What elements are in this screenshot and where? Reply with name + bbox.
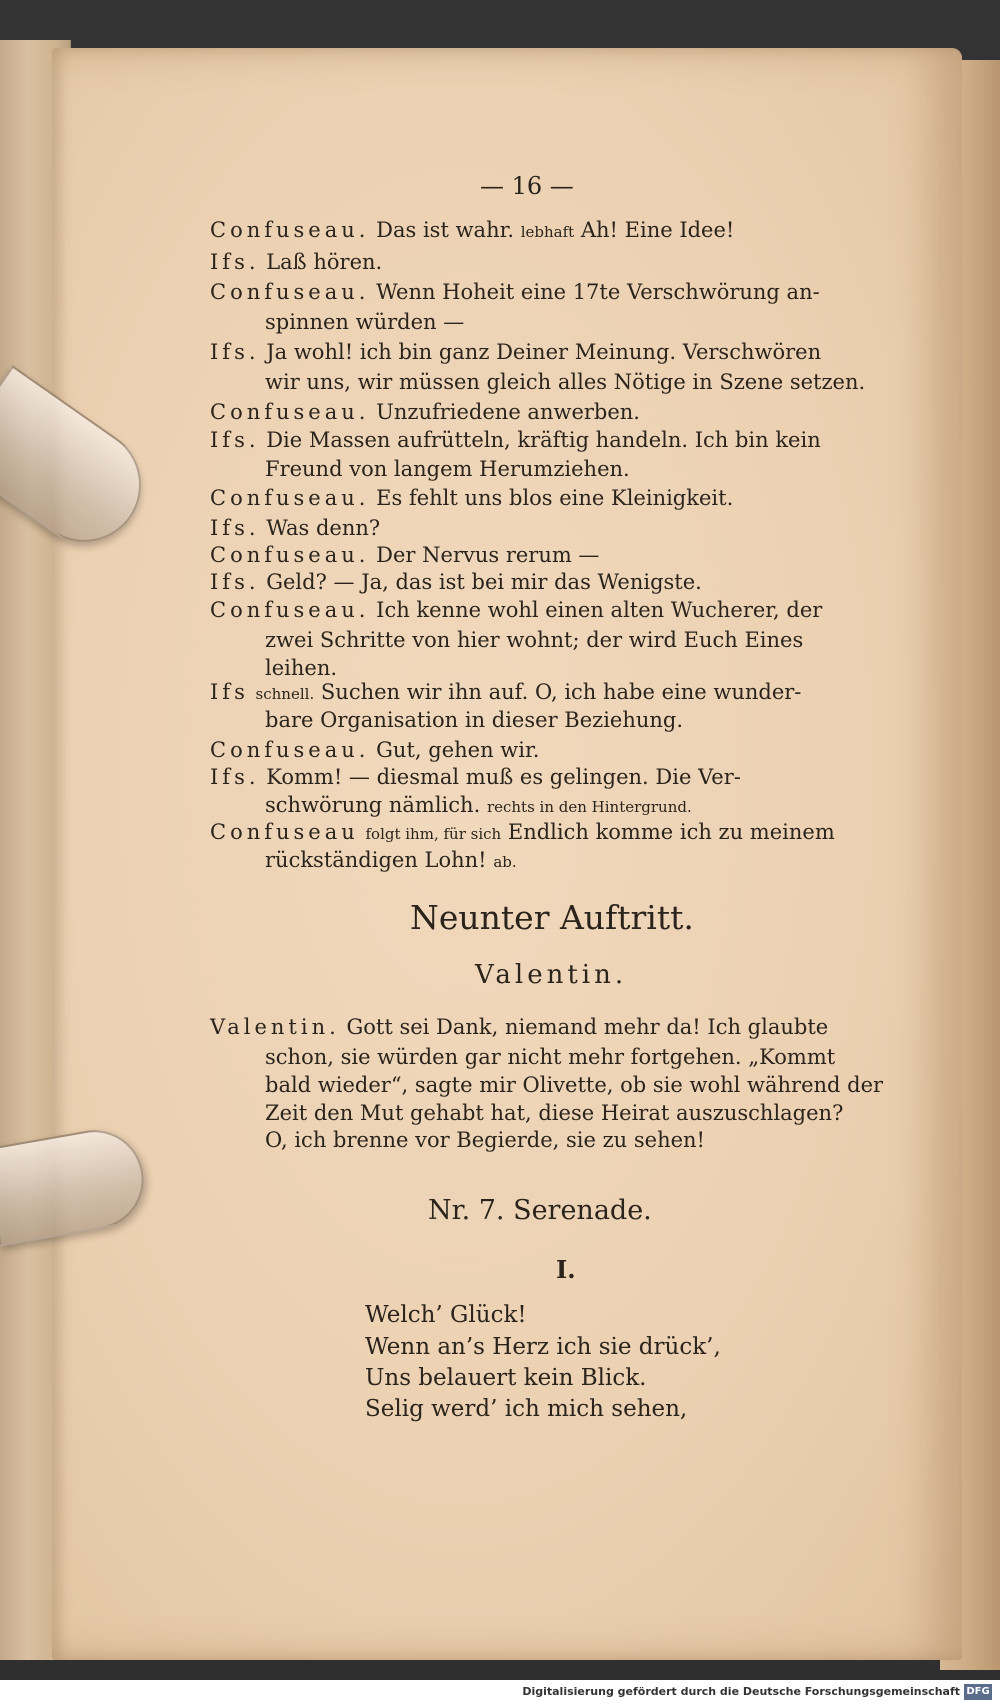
speaker-name: Ifs.: [210, 570, 260, 594]
dialogue-line: [265, 848, 517, 872]
dialogue-line: [210, 486, 733, 510]
stage-direction: schnell.: [255, 685, 315, 703]
dialogue-line: [265, 793, 692, 817]
dialogue-continuation: rückständigen Lohn!: [265, 848, 487, 872]
dialogue-text: Gut, gehen wir.: [376, 738, 540, 762]
dialogue-text: Wenn Hoheit eine 17te Verschwörung an-: [376, 280, 820, 304]
dialogue-text: Komm! — diesmal muß es gelingen. Die Ver-: [266, 765, 741, 789]
scene-character: Valentin.: [475, 960, 628, 990]
speaker-name: Ifs.: [210, 340, 260, 364]
speaker-name: Confuseau.: [210, 280, 370, 304]
stage-direction: lebhaft: [520, 223, 575, 241]
speaker-name: Confuseau: [210, 820, 359, 844]
speaker-name: Confuseau.: [210, 598, 370, 622]
dialogue-continuation: bare Organisation in dieser Beziehung.: [265, 708, 684, 732]
dialogue-line: [210, 765, 741, 789]
song-section: I.: [556, 1255, 576, 1284]
monologue-line: schon, sie würden gar nicht mehr fortgehen. „Kommt: [265, 1045, 836, 1069]
song-title: Nr. 7. Serenade.: [428, 1195, 652, 1226]
monologue-line: Zeit den Mut gehabt hat, diese Heirat auszuschlagen?: [265, 1101, 844, 1125]
dialogue-line: [210, 340, 821, 364]
scene-title: Neunter Auftritt.: [410, 898, 694, 937]
dialogue-continuation: spinnen würden —: [265, 310, 465, 334]
dialogue-line: [210, 400, 640, 424]
dialogue-continuation: schwörung nämlich.: [265, 793, 481, 817]
monologue-line: O, ich brenne vor Begierde, sie zu sehen!: [265, 1128, 705, 1152]
dialogue-text: Was denn?: [266, 516, 381, 540]
dialogue-line: [210, 570, 702, 594]
dialogue-line: [210, 280, 820, 304]
dialogue-text: Die Massen aufrütteln, kräftig handeln. Ich bin kein: [266, 428, 821, 452]
page-number: — 16 —: [480, 172, 574, 200]
speaker-name: Valentin.: [210, 1015, 340, 1039]
dialogue-text: Laß hören.: [266, 250, 383, 274]
dialogue-line: [210, 738, 539, 762]
dialogue-continuation: wir uns, wir müssen gleich alles Nötige in Szene setzen.: [265, 370, 866, 394]
dialogue-line: [210, 428, 821, 452]
verse-line: Wenn an’s Herz ich sie drück’,: [365, 1334, 721, 1360]
dialogue-line: [210, 543, 599, 567]
dialogue-line: [210, 820, 835, 844]
monologue-line: bald wieder“, sagte mir Olivette, ob sie wohl während der: [265, 1073, 884, 1097]
dialogue-continuation: zwei Schritte von hier wohnt; der wird Euch Eines: [265, 628, 804, 652]
dialogue-text: Das ist wahr.: [376, 218, 514, 242]
dialogue-text: Geld? — Ja, das ist bei mir das Wenigste.: [266, 570, 702, 594]
dialogue-continuation: leihen.: [265, 656, 338, 680]
stage-direction: folgt ihm, für sich: [365, 825, 502, 843]
stage-direction: rechts in den Hintergrund.: [486, 798, 692, 816]
stage-direction: ab.: [493, 853, 517, 871]
dialogue-line: [210, 680, 801, 704]
verse-line: Welch’ Glück!: [365, 1302, 527, 1328]
dialogue-line: [210, 516, 380, 540]
speaker-name: Confuseau.: [210, 738, 370, 762]
dialogue-text: Unzufriedene anwerben.: [376, 400, 640, 424]
dialogue-line: [210, 250, 382, 274]
dialogue-text: Suchen wir ihn auf. O, ich habe eine wunder-: [320, 680, 802, 704]
speaker-name: Ifs.: [210, 250, 260, 274]
monologue-line: [210, 1015, 828, 1039]
speaker-name: Ifs: [210, 680, 249, 704]
monologue-text: Gott sei Dank, niemand mehr da! Ich glaubte: [346, 1015, 829, 1039]
footer-credit: Digitalisierung gefördert durch die Deutsche Forschungsgemeinschaft: [522, 1685, 960, 1698]
verse-line: Uns belauert kein Blick.: [365, 1365, 647, 1391]
speaker-name: Confuseau.: [210, 218, 370, 242]
dialogue-line: [210, 598, 822, 622]
dialogue-continuation: Freund von langem Herumziehen.: [265, 457, 630, 481]
speaker-name: Confuseau.: [210, 486, 370, 510]
dialogue-text: Es fehlt uns blos eine Kleinigkeit.: [376, 486, 734, 510]
dialogue-line: [210, 218, 734, 242]
speaker-name: Confuseau.: [210, 400, 370, 424]
speaker-name: Ifs.: [210, 428, 260, 452]
dialogue-text: Ah! Eine Idee!: [580, 218, 735, 242]
speaker-name: Ifs.: [210, 765, 260, 789]
speaker-name: Ifs.: [210, 516, 260, 540]
verse-line: Selig werd’ ich mich sehen,: [365, 1396, 688, 1422]
dialogue-text: Der Nervus rerum —: [376, 543, 600, 567]
dfg-logo: DFG: [964, 1684, 992, 1700]
speaker-name: Confuseau.: [210, 543, 370, 567]
dialogue-text: Ja wohl! ich bin ganz Deiner Meinung. Verschwören: [266, 340, 822, 364]
dialogue-text: Ich kenne wohl einen alten Wucherer, der: [376, 598, 823, 622]
dialogue-text: Endlich komme ich zu meinem: [507, 820, 835, 844]
